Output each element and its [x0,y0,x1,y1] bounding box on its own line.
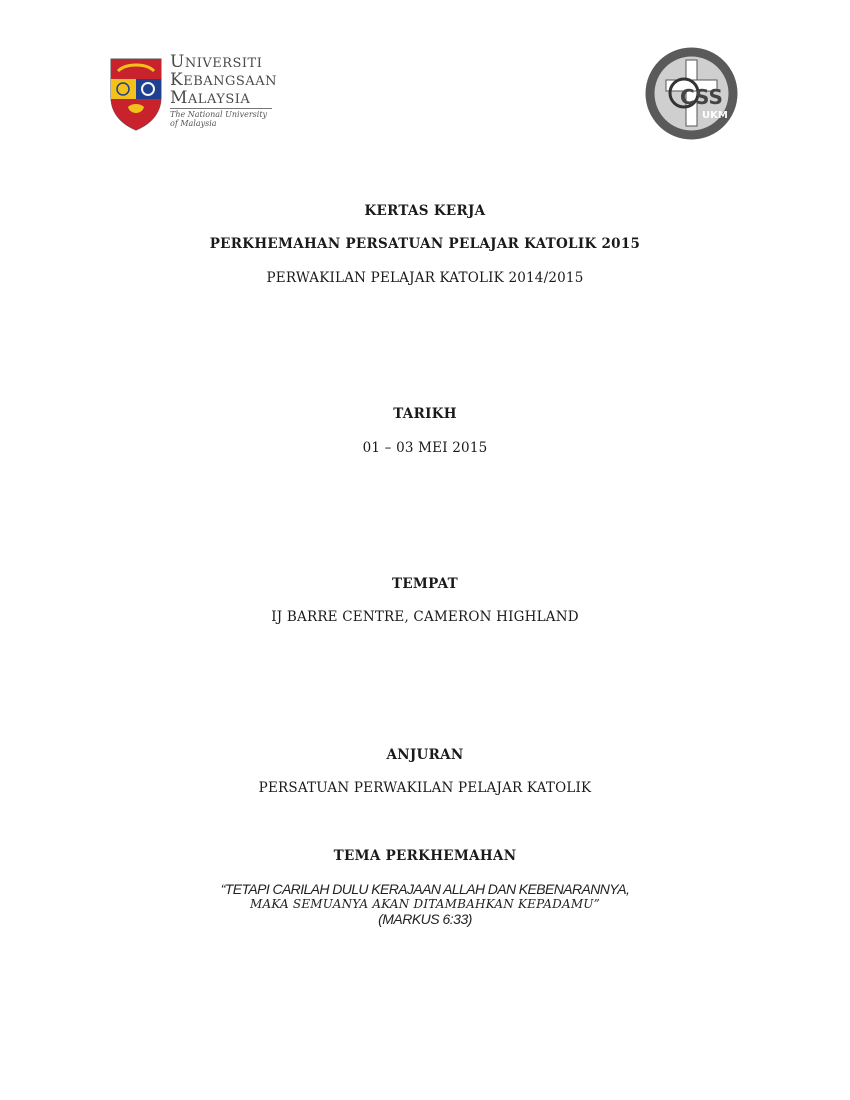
theme-line-2: MAKA SEMUANYA AKAN DITAMBAHKAN KEPADAMU” [250,897,600,911]
theme-heading: TEMA PERKHEMAHAN [333,848,517,864]
host-heading: ANJURAN [386,747,464,763]
ukm-logo-divider [170,108,272,109]
theme-quote [0,881,850,927]
ukm-crest-icon [108,55,164,131]
ukm-wordmark: UNIVERSITI KEBANGSAAN MALAYSIA [170,52,277,108]
theme-reference: (MARKUS 6:33) [378,911,472,927]
date-heading: TARIKH [393,406,457,422]
host-value: PERSATUAN PERWAKILAN PELAJAR KATOLIK [258,780,592,796]
theme-line-1: “TETAPI CARILAH DULU KERAJAAN ALLAH DAN KEBENARANNYA, [220,881,630,897]
place-heading: TEMPAT [391,576,459,592]
svg-text:UKM: UKM [702,110,728,121]
organizer-line: PERWAKILAN PELAJAR KATOLIK 2014/2015 [266,270,584,286]
ukm-logo [108,52,278,134]
svg-text:CSS: CSS [680,85,723,109]
document-subtitle: PERKHEMAHAN PERSATUAN PELAJAR KATOLIK 2015 [209,236,641,252]
date-value: 01 – 03 MEI 2015 [362,440,488,456]
css-ukm-logo-icon [644,46,739,141]
ukm-english-name: The National University of Malaysia [170,110,268,128]
place-value: IJ BARRE CENTRE, CAMERON HIGHLAND [271,609,579,625]
document-title: KERTAS KERJA [364,203,486,219]
